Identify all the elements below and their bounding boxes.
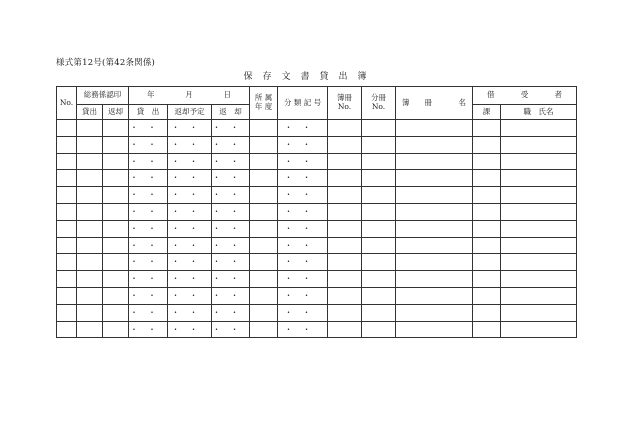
dot-separators: ・・	[130, 307, 166, 317]
dot-separators: ・・	[284, 223, 321, 233]
cell-classification	[278, 271, 328, 288]
cell-fiscal-year	[250, 136, 278, 153]
cell-volume-no	[362, 153, 396, 170]
cell-date-return	[212, 153, 250, 170]
cell-book-no	[328, 187, 362, 204]
cell-seal-return	[103, 287, 129, 304]
header-date-lend: 貸 出	[129, 105, 168, 120]
cell-classification	[278, 170, 328, 187]
table-row	[57, 170, 577, 187]
cell-no	[57, 237, 77, 254]
dot-separators: ・・	[284, 190, 321, 200]
cell-classification	[278, 153, 328, 170]
cell-date-lend	[129, 220, 168, 237]
cell-no	[57, 304, 77, 321]
table-row	[57, 203, 577, 220]
cell-date-return	[212, 304, 250, 321]
cell-volume-no	[362, 321, 396, 338]
cell-date-return	[212, 187, 250, 204]
dot-separators: ・・	[212, 307, 249, 317]
cell-date-lend	[129, 304, 168, 321]
cell-volume-no	[362, 287, 396, 304]
cell-fiscal-year	[250, 170, 278, 187]
table-row	[57, 153, 577, 170]
cell-volume-no	[362, 187, 396, 204]
cell-date-lend	[129, 254, 168, 271]
dot-separators: ・・	[171, 274, 208, 284]
cell-classification	[278, 304, 328, 321]
cell-seal-lend	[77, 237, 103, 254]
cell-book-name	[396, 120, 473, 137]
cell-seal-return	[103, 237, 129, 254]
dot-separators: ・・	[212, 223, 249, 233]
header-volume-no-top: 分冊	[371, 93, 387, 103]
cell-no	[57, 321, 77, 338]
cell-book-name	[396, 254, 473, 271]
cell-borrower-section	[473, 136, 501, 153]
cell-volume-no	[362, 170, 396, 187]
cell-borrower-name	[501, 321, 577, 338]
dot-separators: ・・	[212, 123, 249, 133]
header-borrower-name: 職 氏名	[501, 105, 577, 120]
dot-separators: ・・	[212, 139, 249, 149]
dot-separators: ・・	[171, 257, 208, 267]
header-fiscal-year	[250, 87, 278, 120]
header-date-month: 月	[185, 90, 193, 100]
table-row	[57, 120, 577, 137]
dot-separators: ・・	[284, 240, 321, 250]
cell-date-planned	[168, 237, 212, 254]
cell-date-planned	[168, 304, 212, 321]
header-book-no-top: 簿冊	[337, 93, 353, 103]
dot-separators: ・・	[284, 156, 321, 166]
dot-separators: ・・	[130, 257, 166, 267]
header-fiscal-bottom: 年 度	[254, 102, 273, 111]
table-row	[57, 271, 577, 288]
dot-separators: ・・	[212, 173, 249, 183]
dot-separators: ・・	[171, 240, 208, 250]
header-classification: 分 類 記 号	[278, 87, 328, 120]
cell-classification	[278, 187, 328, 204]
cell-book-no	[328, 170, 362, 187]
cell-book-no	[328, 220, 362, 237]
cell-book-no	[328, 153, 362, 170]
cell-date-return	[212, 220, 250, 237]
cell-date-planned	[168, 187, 212, 204]
cell-date-lend	[129, 237, 168, 254]
cell-date-return	[212, 237, 250, 254]
cell-seal-return	[103, 271, 129, 288]
dot-separators: ・・	[212, 156, 249, 166]
cell-book-name	[396, 153, 473, 170]
cell-book-no	[328, 136, 362, 153]
dot-separators: ・・	[130, 173, 166, 183]
cell-book-name	[396, 237, 473, 254]
form-number: 様式第12号(第42条関係)	[56, 58, 156, 68]
header-fiscal-top: 所 属	[254, 93, 273, 103]
cell-date-lend	[129, 187, 168, 204]
cell-fiscal-year	[250, 271, 278, 288]
cell-volume-no	[362, 120, 396, 137]
cell-no	[57, 254, 77, 271]
dot-separators: ・・	[171, 173, 208, 183]
cell-borrower-name	[501, 120, 577, 137]
header-volume-no	[362, 87, 396, 120]
cell-classification	[278, 287, 328, 304]
cell-seal-lend	[77, 136, 103, 153]
dot-separators: ・・	[171, 223, 208, 233]
dot-separators: ・・	[284, 123, 321, 133]
cell-classification	[278, 237, 328, 254]
dot-separators: ・・	[284, 307, 321, 317]
cell-date-lend	[129, 287, 168, 304]
cell-borrower-section	[473, 203, 501, 220]
cell-date-return	[212, 271, 250, 288]
cell-borrower-name	[501, 203, 577, 220]
cell-fiscal-year	[250, 254, 278, 271]
cell-borrower-section	[473, 304, 501, 321]
dot-separators: ・・	[284, 139, 321, 149]
cell-date-lend	[129, 271, 168, 288]
cell-volume-no	[362, 220, 396, 237]
cell-seal-lend	[77, 321, 103, 338]
cell-no	[57, 187, 77, 204]
cell-date-return	[212, 136, 250, 153]
cell-no	[57, 120, 77, 137]
cell-no	[57, 170, 77, 187]
header-seal-return: 返却	[103, 105, 129, 120]
cell-borrower-name	[501, 170, 577, 187]
dot-separators: ・・	[212, 257, 249, 267]
cell-book-name	[396, 187, 473, 204]
header-no: No.	[57, 87, 77, 120]
cell-date-return	[212, 170, 250, 187]
cell-no	[57, 220, 77, 237]
cell-borrower-name	[501, 254, 577, 271]
cell-date-planned	[168, 120, 212, 137]
cell-book-name	[396, 136, 473, 153]
cell-book-name	[396, 287, 473, 304]
table-row	[57, 287, 577, 304]
cell-date-planned	[168, 287, 212, 304]
cell-no	[57, 271, 77, 288]
cell-fiscal-year	[250, 237, 278, 254]
cell-borrower-name	[501, 220, 577, 237]
dot-separators: ・・	[212, 240, 249, 250]
cell-borrower-section	[473, 120, 501, 137]
header-borrower-group	[473, 87, 577, 105]
cell-seal-return	[103, 136, 129, 153]
cell-borrower-section	[473, 187, 501, 204]
cell-seal-lend	[77, 271, 103, 288]
cell-volume-no	[362, 203, 396, 220]
cell-seal-lend	[77, 153, 103, 170]
cell-fiscal-year	[250, 220, 278, 237]
header-borrower-section: 課	[473, 105, 501, 120]
cell-volume-no	[362, 304, 396, 321]
cell-date-lend	[129, 136, 168, 153]
cell-book-name	[396, 304, 473, 321]
cell-seal-return	[103, 304, 129, 321]
cell-seal-lend	[77, 203, 103, 220]
header-date-return: 返 却	[212, 105, 250, 120]
dot-separators: ・・	[130, 291, 166, 301]
cell-fiscal-year	[250, 287, 278, 304]
cell-fiscal-year	[250, 203, 278, 220]
dot-separators: ・・	[284, 207, 321, 217]
cell-borrower-name	[501, 304, 577, 321]
dot-separators: ・・	[130, 223, 166, 233]
cell-seal-return	[103, 187, 129, 204]
table-row	[57, 254, 577, 271]
dot-separators: ・・	[130, 324, 166, 334]
dot-separators: ・・	[284, 324, 321, 334]
cell-book-name	[396, 203, 473, 220]
cell-date-lend	[129, 120, 168, 137]
cell-date-planned	[168, 254, 212, 271]
cell-borrower-section	[473, 321, 501, 338]
cell-date-lend	[129, 153, 168, 170]
cell-date-return	[212, 203, 250, 220]
cell-classification	[278, 254, 328, 271]
dot-separators: ・・	[130, 156, 166, 166]
cell-book-no	[328, 254, 362, 271]
dot-separators: ・・	[212, 291, 249, 301]
cell-borrower-section	[473, 254, 501, 271]
cell-fiscal-year	[250, 153, 278, 170]
cell-no	[57, 203, 77, 220]
header-book-no-bottom: No.	[337, 102, 352, 111]
table-row	[57, 304, 577, 321]
cell-no	[57, 287, 77, 304]
cell-book-name	[396, 170, 473, 187]
cell-no	[57, 136, 77, 153]
dot-separators: ・・	[171, 307, 208, 317]
cell-seal-lend	[77, 254, 103, 271]
table-row	[57, 136, 577, 153]
cell-date-return	[212, 254, 250, 271]
cell-volume-no	[362, 254, 396, 271]
lending-ledger-table	[56, 86, 577, 338]
dot-separators: ・・	[284, 274, 321, 284]
cell-book-no	[328, 321, 362, 338]
cell-date-planned	[168, 153, 212, 170]
cell-date-planned	[168, 271, 212, 288]
header-date-group	[129, 87, 250, 105]
cell-book-no	[328, 203, 362, 220]
cell-seal-return	[103, 220, 129, 237]
cell-book-name	[396, 321, 473, 338]
cell-classification	[278, 220, 328, 237]
cell-date-planned	[168, 136, 212, 153]
cell-seal-lend	[77, 220, 103, 237]
cell-date-lend	[129, 321, 168, 338]
cell-classification	[278, 136, 328, 153]
header-volume-no-bottom: No.	[371, 102, 386, 111]
table-row	[57, 187, 577, 204]
cell-date-planned	[168, 321, 212, 338]
header-date-year: 年	[147, 90, 155, 100]
dot-separators: ・・	[212, 274, 249, 284]
header-seal-lend: 貸出	[77, 105, 103, 120]
cell-no	[57, 153, 77, 170]
cell-book-no	[328, 237, 362, 254]
cell-book-name	[396, 271, 473, 288]
header-book-name-right: 名	[458, 97, 467, 107]
dot-separators: ・・	[171, 324, 208, 334]
cell-date-lend	[129, 203, 168, 220]
cell-borrower-section	[473, 153, 501, 170]
form-title: 保存文書貸出簿	[243, 72, 377, 82]
cell-date-return	[212, 120, 250, 137]
table-row	[57, 237, 577, 254]
cell-borrower-name	[501, 136, 577, 153]
header-borrower-b: 受	[520, 90, 529, 100]
cell-borrower-section	[473, 287, 501, 304]
header-book-name-left: 簿 冊	[402, 97, 433, 107]
cell-fiscal-year	[250, 187, 278, 204]
dot-separators: ・・	[130, 190, 166, 200]
dot-separators: ・・	[284, 257, 321, 267]
dot-separators: ・・	[212, 324, 249, 334]
cell-date-planned	[168, 170, 212, 187]
header-book-no	[328, 87, 362, 120]
cell-borrower-name	[501, 187, 577, 204]
dot-separators: ・・	[284, 291, 321, 301]
cell-seal-lend	[77, 304, 103, 321]
cell-book-no	[328, 287, 362, 304]
dot-separators: ・・	[130, 274, 166, 284]
ledger-body	[57, 120, 577, 338]
cell-volume-no	[362, 136, 396, 153]
cell-date-planned	[168, 220, 212, 237]
cell-borrower-section	[473, 170, 501, 187]
dot-separators: ・・	[130, 240, 166, 250]
cell-seal-return	[103, 153, 129, 170]
cell-seal-return	[103, 170, 129, 187]
dot-separators: ・・	[171, 139, 208, 149]
cell-classification	[278, 120, 328, 137]
dot-separators: ・・	[130, 207, 166, 217]
cell-seal-return	[103, 321, 129, 338]
dot-separators: ・・	[284, 173, 321, 183]
header-seal-group: 総務係認印	[77, 87, 129, 105]
dot-separators: ・・	[171, 207, 208, 217]
header-borrower-c: 者	[554, 90, 563, 100]
dot-separators: ・・	[171, 123, 208, 133]
table-row	[57, 220, 577, 237]
cell-volume-no	[362, 271, 396, 288]
cell-date-lend	[129, 170, 168, 187]
cell-book-name	[396, 220, 473, 237]
cell-seal-return	[103, 203, 129, 220]
cell-seal-lend	[77, 287, 103, 304]
dot-separators: ・・	[212, 190, 249, 200]
header-book-name	[396, 87, 473, 120]
cell-borrower-name	[501, 237, 577, 254]
cell-book-no	[328, 120, 362, 137]
header-date-day: 日	[223, 90, 231, 100]
cell-seal-return	[103, 254, 129, 271]
cell-seal-lend	[77, 120, 103, 137]
cell-borrower-name	[501, 271, 577, 288]
cell-book-no	[328, 271, 362, 288]
cell-borrower-section	[473, 237, 501, 254]
dot-separators: ・・	[130, 139, 166, 149]
cell-volume-no	[362, 237, 396, 254]
cell-date-planned	[168, 203, 212, 220]
cell-book-no	[328, 304, 362, 321]
cell-seal-lend	[77, 187, 103, 204]
header-borrower-a: 借	[487, 90, 495, 100]
cell-classification	[278, 321, 328, 338]
cell-fiscal-year	[250, 120, 278, 137]
table-row	[57, 321, 577, 338]
cell-borrower-section	[473, 220, 501, 237]
dot-separators: ・・	[171, 156, 208, 166]
cell-borrower-name	[501, 287, 577, 304]
dot-separators: ・・	[171, 190, 208, 200]
cell-date-return	[212, 287, 250, 304]
cell-seal-return	[103, 120, 129, 137]
cell-fiscal-year	[250, 321, 278, 338]
cell-date-return	[212, 321, 250, 338]
dot-separators: ・・	[212, 207, 249, 217]
cell-seal-lend	[77, 170, 103, 187]
header-date-planned: 返却予定	[168, 105, 212, 120]
cell-borrower-name	[501, 153, 577, 170]
cell-borrower-section	[473, 271, 501, 288]
dot-separators: ・・	[130, 123, 166, 133]
cell-classification	[278, 203, 328, 220]
cell-fiscal-year	[250, 304, 278, 321]
dot-separators: ・・	[171, 291, 208, 301]
